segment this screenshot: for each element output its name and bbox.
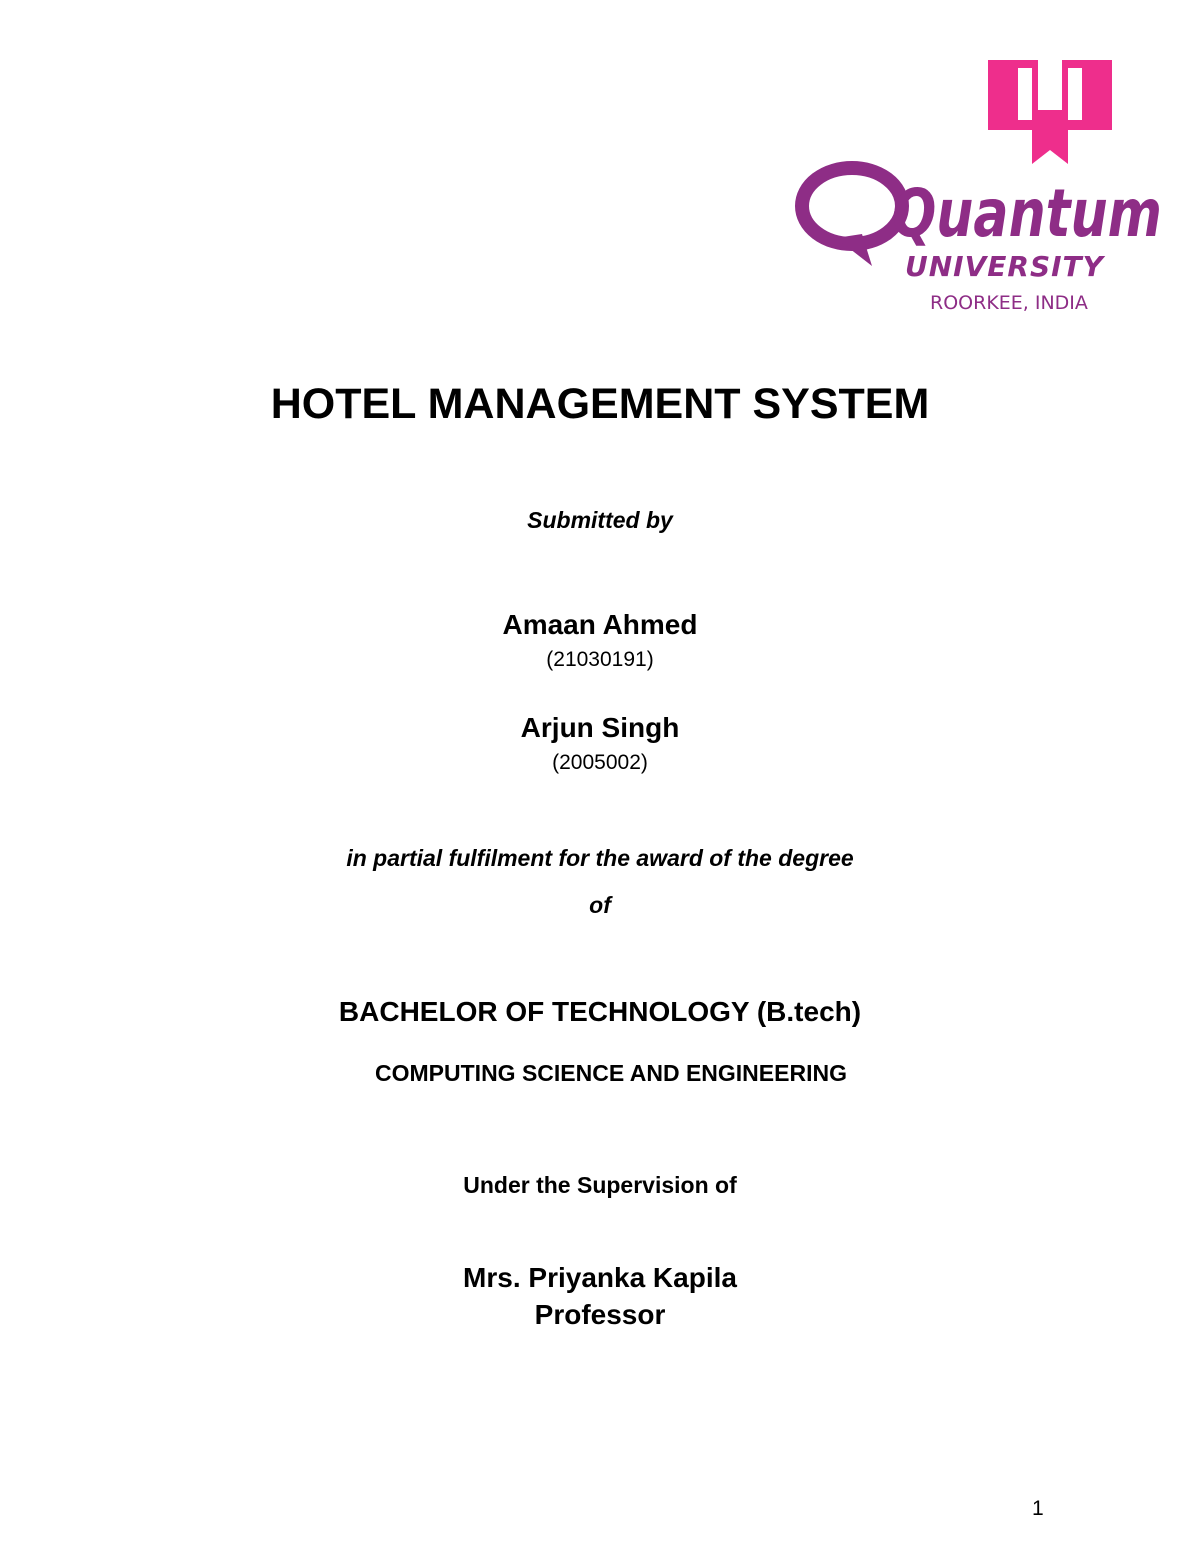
logo-mark-inner-right [1068,68,1082,120]
page-number: 1 [1032,1497,1044,1520]
wordmark-text: Quantum [892,175,1162,252]
logo-mark-left-pillar [988,60,1010,130]
fulfilment-line-2: of [589,892,611,918]
logo-mark-right-pillar [1090,60,1112,130]
supervision-label: Under the Supervision of [463,1172,737,1198]
supervisor-name: Mrs. Priyanka Kapila [463,1262,737,1293]
supervisor-designation: Professor [534,1299,666,1330]
fulfilment-line-1: in partial fulfilment for the award of the degree [346,845,854,871]
student-roll-2: (2005002) [552,751,648,774]
logo-university-text: UNIVERSITY [905,250,1104,283]
logo-location-text: ROORKEE, INDIA [930,292,1088,314]
student-name-2: Arjun Singh [520,712,680,743]
submitted-by-label: Submitted by [527,507,673,533]
degree-title: BACHELOR OF TECHNOLOGY (B.tech) [338,996,862,1027]
wordmark-q-bubble [802,168,902,244]
student-name-1: Amaan Ahmed [502,609,698,640]
student-roll-1: (21030191) [546,648,654,671]
branch-title: COMPUTING SCIENCE AND ENGINEERING [375,1060,847,1086]
logo-mark-inner-left [1018,68,1032,120]
quantum-logo-mark [988,60,1112,164]
page-title: HOTEL MANAGEMENT SYSTEM [270,380,930,428]
